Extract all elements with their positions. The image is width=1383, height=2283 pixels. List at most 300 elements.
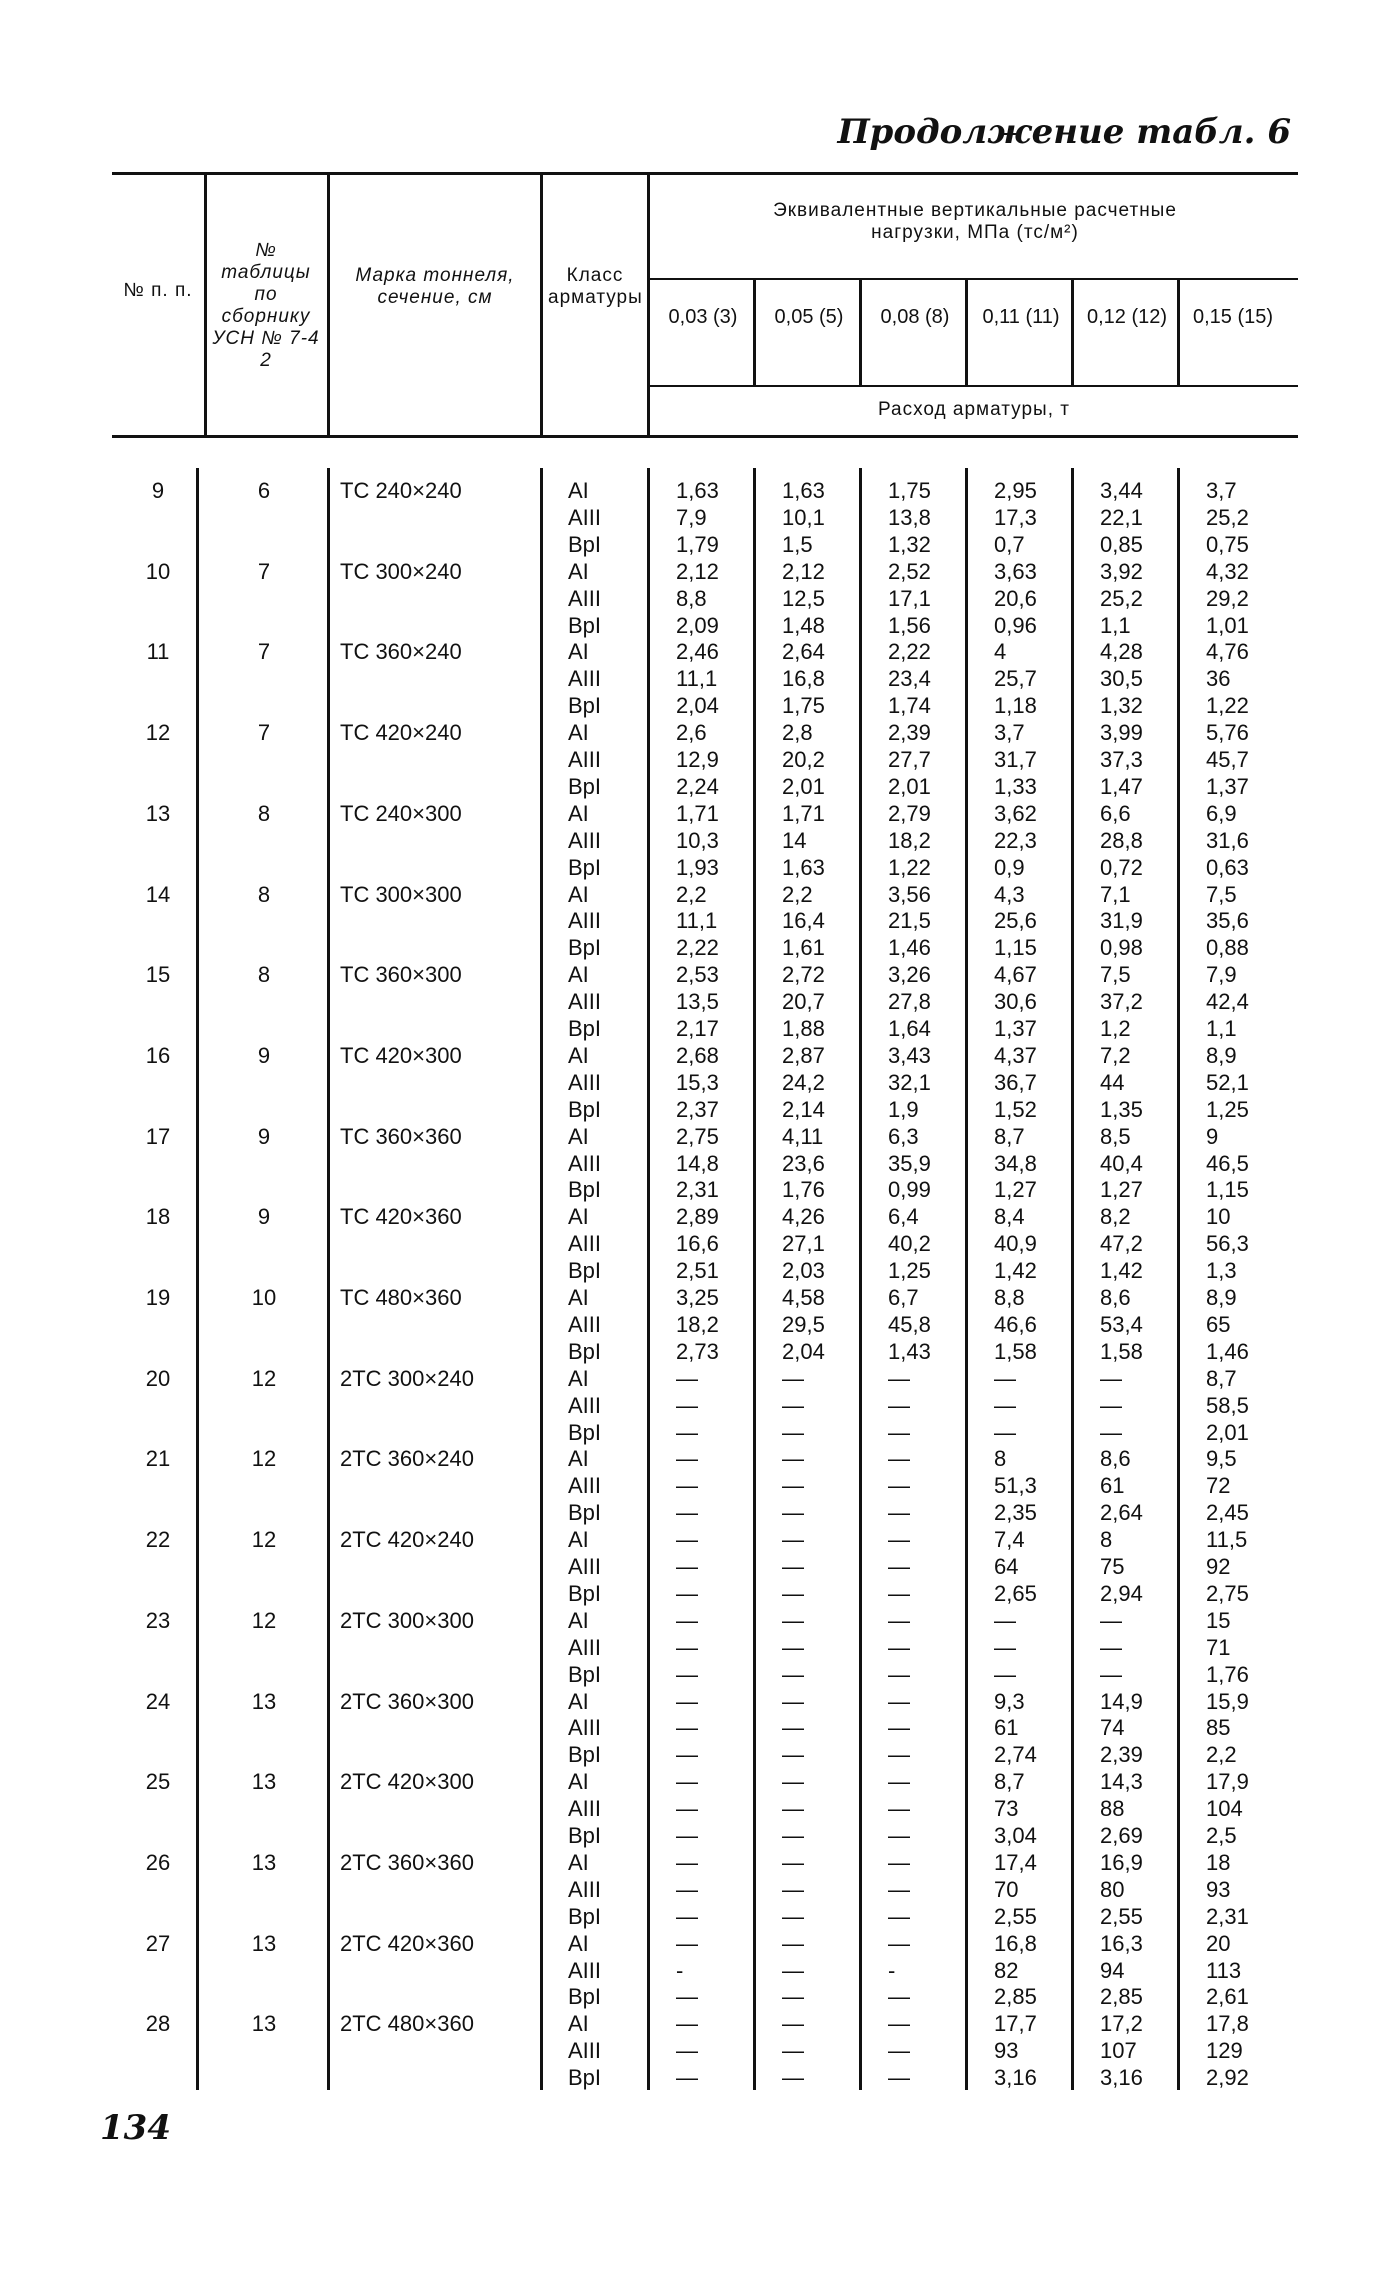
row-value: 3,25 <box>676 1285 719 1310</box>
row-value: 1,33 <box>994 773 1037 799</box>
row-table-no: 9 <box>257 1204 271 1230</box>
row-value: 24,2 <box>782 1069 825 1095</box>
row-value: 1,88 <box>782 1016 825 1041</box>
row-value: 30,6 <box>994 989 1037 1015</box>
row-table-no: 13 <box>251 2011 277 2037</box>
row-value: 2,6 <box>676 720 707 746</box>
row-value: 3,99 <box>1100 720 1143 746</box>
row-value: 10 <box>1206 1204 1231 1230</box>
row-value: 2,09 <box>676 612 719 638</box>
header-loads-title: Эквивалентные вертикальные расчетные нагрузки, МПа (тс/м²) <box>773 200 1177 243</box>
row-class: BpI <box>568 1016 602 1041</box>
row-class: BpI <box>568 1742 602 1768</box>
row-value: 45,8 <box>888 1311 931 1337</box>
row-class: AIII <box>568 908 602 934</box>
row-value: 2,12 <box>782 558 825 584</box>
row-value: 2,55 <box>994 1903 1037 1929</box>
row-value: 7,9 <box>1206 962 1237 988</box>
row-value: 1,63 <box>782 854 825 880</box>
row-value: 2,31 <box>676 1177 719 1203</box>
row-value: — <box>782 1957 804 1983</box>
header-divider <box>540 175 543 435</box>
row-value: 2,39 <box>1100 1742 1143 1768</box>
row-value: 74 <box>1100 1715 1125 1741</box>
row-value: 2,01 <box>1206 1419 1249 1445</box>
row-table-no: 13 <box>251 1930 277 1956</box>
row-class: BpI <box>568 1338 602 1364</box>
row-class: BpI <box>568 1419 602 1445</box>
row-class: BpI <box>568 1661 602 1687</box>
row-value: — <box>994 1419 1016 1445</box>
row-number: 16 <box>145 1042 171 1068</box>
row-value: 3,16 <box>1100 2065 1143 2091</box>
row-value: — <box>782 1634 804 1660</box>
row-value: 0,9 <box>994 854 1025 880</box>
row-number: 9 <box>151 478 165 503</box>
row-value: 8,5 <box>1100 1123 1131 1149</box>
row-value: 53,4 <box>1100 1311 1143 1337</box>
row-value: — <box>782 1446 804 1472</box>
row-value: 31,6 <box>1206 827 1249 853</box>
row-class: BpI <box>568 773 602 799</box>
row-value: — <box>782 1903 804 1929</box>
row-value: — <box>1100 1419 1122 1445</box>
row-value: 85 <box>1206 1715 1231 1741</box>
row-value: 3,43 <box>888 1042 931 1068</box>
row-value: 0,98 <box>1100 935 1143 961</box>
body-divider <box>753 468 756 2090</box>
row-value: 1,76 <box>782 1177 825 1203</box>
row-value: 80 <box>1100 1876 1125 1902</box>
row-value: 16,8 <box>782 666 825 692</box>
row-value: — <box>782 1554 804 1579</box>
row-value: — <box>676 1715 698 1741</box>
row-class: BpI <box>568 531 602 557</box>
row-value: 4 <box>994 639 1007 665</box>
row-value: 11,1 <box>676 908 718 934</box>
row-value: — <box>994 1634 1016 1660</box>
row-value: — <box>888 1527 910 1553</box>
row-value: 2,95 <box>994 478 1037 503</box>
row-value: — <box>782 1715 804 1741</box>
row-value: — <box>676 1607 698 1633</box>
row-table-no: 9 <box>257 1042 271 1068</box>
row-value: 2,75 <box>676 1123 719 1149</box>
row-value: 18,2 <box>676 1311 719 1337</box>
row-value: 8,7 <box>1206 1365 1237 1391</box>
row-value: — <box>888 1903 910 1929</box>
row-value: 1,75 <box>782 693 825 719</box>
row-value: 9,5 <box>1206 1446 1237 1472</box>
row-value: 1,01 <box>1206 612 1249 638</box>
row-value: 93 <box>1206 1876 1231 1902</box>
loads-sub-rule <box>650 278 1298 280</box>
row-value: 1,37 <box>1206 773 1249 799</box>
row-class: AIII <box>568 1796 602 1822</box>
row-value: 1,71 <box>782 800 825 826</box>
row-value: 12,9 <box>676 747 719 772</box>
row-value: 8,2 <box>1100 1204 1131 1230</box>
row-value: 17,2 <box>1100 2011 1143 2037</box>
row-value: 2,01 <box>888 773 931 799</box>
row-value: 7,5 <box>1206 881 1237 907</box>
row-class: AI <box>568 1042 589 1068</box>
load-column-head: 0,08 (8) <box>880 306 950 328</box>
row-class: BpI <box>568 1500 602 1526</box>
row-class: AI <box>568 1204 589 1230</box>
row-value: 16,4 <box>782 908 825 934</box>
row-table-no: 13 <box>251 1849 277 1875</box>
row-value: 2,55 <box>1100 1903 1143 1929</box>
row-value: — <box>676 1930 698 1956</box>
row-table-no: 7 <box>257 558 271 584</box>
row-value: 17,4 <box>994 1849 1037 1875</box>
header-divider <box>647 175 650 435</box>
row-table-no: 12 <box>251 1446 277 1472</box>
row-value: — <box>676 1823 698 1848</box>
row-value: 1,71 <box>676 800 719 826</box>
row-value: 1,1 <box>1100 612 1131 638</box>
row-value: 28,8 <box>1100 827 1143 853</box>
row-value: 6,3 <box>888 1123 919 1149</box>
row-value: 42,4 <box>1206 989 1249 1015</box>
row-value: 0,96 <box>994 612 1037 638</box>
row-value: 12,5 <box>782 585 825 611</box>
row-class: BpI <box>568 1096 602 1122</box>
row-number: 21 <box>145 1446 171 1472</box>
row-value: — <box>782 1527 804 1553</box>
row-brand: 2ТС 300×240 <box>340 1365 474 1391</box>
row-value: 113 <box>1206 1957 1242 1983</box>
row-value: 3,63 <box>994 558 1037 584</box>
row-value: 27,1 <box>782 1231 825 1257</box>
row-class: AIII <box>568 1876 602 1902</box>
header-klass: Класс арматуры <box>548 265 643 308</box>
body-divider <box>965 468 968 2090</box>
row-class: AIII <box>568 1715 602 1741</box>
row-value: — <box>676 1688 698 1714</box>
row-value: — <box>782 1392 804 1418</box>
row-value: 1,74 <box>888 693 931 719</box>
row-value: — <box>888 1419 910 1445</box>
body-divider <box>540 468 543 2090</box>
row-brand: ТС 240×240 <box>340 478 462 503</box>
row-value: 65 <box>1206 1311 1231 1337</box>
row-value: — <box>888 1661 910 1687</box>
row-class: AI <box>568 639 589 665</box>
row-class: BpI <box>568 1580 602 1606</box>
row-value: — <box>676 1580 698 1606</box>
load-column-head: 0,15 (15) <box>1192 306 1274 328</box>
row-value: 64 <box>994 1554 1019 1579</box>
row-number: 28 <box>145 2011 171 2037</box>
row-value: 1,35 <box>1100 1096 1143 1122</box>
row-value: 32,1 <box>888 1069 931 1095</box>
row-value: 11,5 <box>1206 1527 1248 1553</box>
row-value: 23,4 <box>888 666 931 692</box>
row-value: 2,85 <box>1100 1984 1143 2010</box>
row-value: 1,22 <box>1206 693 1249 719</box>
row-value: 7,4 <box>994 1527 1025 1553</box>
row-value: — <box>676 1500 698 1526</box>
row-value: — <box>676 1554 698 1579</box>
row-class: AI <box>568 1849 589 1875</box>
row-value: — <box>782 1607 804 1633</box>
row-value: 3,56 <box>888 881 931 907</box>
row-value: 1,5 <box>782 531 813 557</box>
row-value: 3,26 <box>888 962 931 988</box>
row-value: 30,5 <box>1100 666 1143 692</box>
row-brand: 2ТС 300×300 <box>340 1607 474 1633</box>
row-value: 0,88 <box>1206 935 1249 961</box>
row-value: 107 <box>1100 2038 1137 2064</box>
row-value: — <box>676 1634 698 1660</box>
header-divider <box>1177 280 1180 385</box>
row-table-no: 6 <box>257 478 271 503</box>
row-table-no: 8 <box>257 881 271 907</box>
row-value: 92 <box>1206 1554 1231 1579</box>
row-brand: ТС 300×300 <box>340 881 462 907</box>
row-value: 2,73 <box>676 1338 719 1364</box>
row-value: — <box>888 1607 910 1633</box>
row-value: 2,01 <box>782 773 825 799</box>
row-value: 25,7 <box>994 666 1037 692</box>
row-value: 22,3 <box>994 827 1037 853</box>
row-class: AI <box>568 558 589 584</box>
row-value: 8,9 <box>1206 1042 1237 1068</box>
row-value: — <box>888 2065 910 2091</box>
row-value: 17,8 <box>1206 2011 1249 2037</box>
row-class: AI <box>568 1769 589 1795</box>
row-value: — <box>888 1473 910 1499</box>
row-number: 14 <box>145 881 171 907</box>
row-value: 56,3 <box>1206 1231 1249 1257</box>
row-value: 1,2 <box>1100 1016 1131 1041</box>
row-value: 4,58 <box>782 1285 825 1310</box>
row-value: 2,64 <box>782 639 825 665</box>
row-value: 18,2 <box>888 827 931 853</box>
row-value: 2,2 <box>782 881 813 907</box>
row-value: — <box>676 1446 698 1472</box>
row-value: — <box>994 1365 1016 1391</box>
row-value: 8,7 <box>994 1123 1025 1149</box>
row-value: 17,7 <box>994 2011 1037 2037</box>
row-value: 6,9 <box>1206 800 1237 826</box>
body-divider <box>1071 468 1074 2090</box>
row-value: 14,3 <box>1100 1769 1143 1795</box>
row-value: 1,1 <box>1206 1016 1237 1041</box>
row-value: 1,46 <box>888 935 931 961</box>
row-value: 72 <box>1206 1473 1231 1499</box>
row-value: 1,32 <box>888 531 931 557</box>
row-value: 1,63 <box>782 478 825 503</box>
row-class: AIII <box>568 1554 602 1579</box>
row-class: BpI <box>568 1823 602 1848</box>
row-value: 73 <box>994 1796 1019 1822</box>
row-value: 2,03 <box>782 1258 825 1284</box>
row-value: 0,72 <box>1100 854 1143 880</box>
row-value: 46,5 <box>1206 1150 1249 1176</box>
row-value: 7,9 <box>676 504 707 530</box>
row-value: 27,8 <box>888 989 931 1015</box>
row-class: AI <box>568 2011 589 2037</box>
row-value: 2,46 <box>676 639 719 665</box>
row-value: 37,3 <box>1100 747 1143 772</box>
row-value: 3,7 <box>994 720 1025 746</box>
row-value: 37,2 <box>1100 989 1143 1015</box>
row-value: 1,64 <box>888 1016 931 1041</box>
row-value: 0,7 <box>994 531 1025 557</box>
row-value: 2,68 <box>676 1042 719 1068</box>
row-value: 23,6 <box>782 1150 825 1176</box>
row-value: — <box>676 1903 698 1929</box>
row-value: 2,2 <box>676 881 707 907</box>
row-value: — <box>782 1876 804 1902</box>
row-value: — <box>676 1849 698 1875</box>
row-value: 5,76 <box>1206 720 1249 746</box>
row-value: 3,44 <box>1100 478 1143 503</box>
row-value: 2,65 <box>994 1580 1037 1606</box>
row-value: — <box>782 1688 804 1714</box>
row-value: 88 <box>1100 1796 1125 1822</box>
row-value: — <box>888 1392 910 1418</box>
header-bottom-rule <box>112 435 1298 438</box>
row-number: 10 <box>145 558 171 584</box>
row-value: 29,5 <box>782 1311 825 1337</box>
row-value: 46,6 <box>994 1311 1037 1337</box>
header-brand: Марка тоннеля, сечение, см <box>355 265 515 308</box>
row-brand: 2ТС 480×360 <box>340 2011 474 2037</box>
row-value: — <box>1100 1392 1122 1418</box>
row-value: — <box>782 1823 804 1848</box>
load-column-head: 0,05 (5) <box>774 306 844 328</box>
row-value: 14 <box>782 827 807 853</box>
row-value: 1,3 <box>1206 1258 1237 1284</box>
load-column-head: 0,12 (12) <box>1086 306 1168 328</box>
row-value: 31,7 <box>994 747 1037 772</box>
row-value: 2,79 <box>888 800 931 826</box>
row-number: 13 <box>145 800 171 826</box>
row-value: — <box>888 1930 910 1956</box>
row-value: 21,5 <box>888 908 931 934</box>
row-value: 1,42 <box>1100 1258 1143 1284</box>
row-brand: 2ТС 420×300 <box>340 1769 474 1795</box>
row-value: — <box>676 1419 698 1445</box>
row-value: 71 <box>1206 1634 1231 1660</box>
row-value: 3,62 <box>994 800 1037 826</box>
row-value: 1,61 <box>782 935 825 961</box>
row-value: — <box>1100 1634 1122 1660</box>
row-value: 2,5 <box>1206 1823 1237 1848</box>
row-value: 1,47 <box>1100 773 1143 799</box>
row-value: — <box>782 2038 804 2064</box>
row-value: 82 <box>994 1957 1019 1983</box>
row-number: 17 <box>145 1123 171 1149</box>
row-value: 1,9 <box>888 1096 919 1122</box>
row-value: 104 <box>1206 1796 1243 1822</box>
row-class: AIII <box>568 1311 602 1337</box>
row-value: 61 <box>994 1715 1019 1741</box>
body-divider <box>647 468 650 2090</box>
row-brand: ТС 420×360 <box>340 1204 462 1230</box>
row-value: 13,8 <box>888 504 931 530</box>
row-class: BpI <box>568 1903 602 1929</box>
header-consumption: Расход арматуры, т <box>878 399 1070 420</box>
row-value: 36,7 <box>994 1069 1037 1095</box>
row-value: 8,9 <box>1206 1285 1237 1310</box>
row-value: 6,6 <box>1100 800 1131 826</box>
row-value: 70 <box>994 1876 1019 1902</box>
row-class: AIII <box>568 1957 602 1983</box>
row-class: AIII <box>568 989 602 1015</box>
row-value: 14,8 <box>676 1150 719 1176</box>
row-value: — <box>676 1742 698 1768</box>
row-value: 1,58 <box>994 1338 1037 1364</box>
row-value: 47,2 <box>1100 1231 1143 1257</box>
row-value: — <box>888 2038 910 2064</box>
row-value: 11,1 <box>676 666 718 692</box>
row-value: 129 <box>1206 2038 1243 2064</box>
row-value: — <box>782 1661 804 1687</box>
row-value: 25,6 <box>994 908 1037 934</box>
row-value: 17,9 <box>1206 1769 1249 1795</box>
row-class: AIII <box>568 747 602 772</box>
row-value: 2,12 <box>676 558 719 584</box>
row-value: 8,6 <box>1100 1446 1131 1472</box>
row-class: AIII <box>568 1150 602 1176</box>
row-value: 9 <box>1206 1123 1219 1149</box>
row-value: 20 <box>1206 1930 1231 1956</box>
row-class: AIII <box>568 1069 602 1095</box>
row-value: 2,8 <box>782 720 813 746</box>
row-value: 1,32 <box>1100 693 1143 719</box>
row-value: — <box>1100 1661 1122 1687</box>
row-value: — <box>676 2038 698 2064</box>
row-value: 1,22 <box>888 854 931 880</box>
row-value: 1,37 <box>994 1016 1037 1041</box>
row-class: BpI <box>568 935 602 961</box>
row-value: 1,63 <box>676 478 719 503</box>
row-value: 22,1 <box>1100 504 1143 530</box>
header-divider <box>204 175 207 435</box>
page-number: 134 <box>100 2108 171 2148</box>
row-value: 3,92 <box>1100 558 1143 584</box>
row-value: — <box>994 1607 1016 1633</box>
row-value: 1,27 <box>1100 1177 1143 1203</box>
row-value: 36 <box>1206 666 1231 692</box>
row-table-no: 13 <box>251 1688 277 1714</box>
row-value: 1,42 <box>994 1258 1037 1284</box>
row-value: 20,2 <box>782 747 825 772</box>
row-number: 23 <box>145 1607 171 1633</box>
row-value: 0,75 <box>1206 531 1249 557</box>
row-value: 10,3 <box>676 827 719 853</box>
row-value: 2,51 <box>676 1258 719 1284</box>
row-value: — <box>888 1634 910 1660</box>
row-class: AI <box>568 800 589 826</box>
row-table-no: 7 <box>257 639 271 665</box>
row-number: 24 <box>145 1688 171 1714</box>
row-value: — <box>888 1554 910 1579</box>
row-value: — <box>782 1742 804 1768</box>
row-value: 2,72 <box>782 962 825 988</box>
row-value: — <box>1100 1365 1122 1391</box>
row-value: 1,15 <box>1206 1177 1249 1203</box>
row-value: 2,04 <box>782 1338 825 1364</box>
row-value: 16,3 <box>1100 1930 1143 1956</box>
row-value: 4,32 <box>1206 558 1249 584</box>
row-value: 1,27 <box>994 1177 1037 1203</box>
